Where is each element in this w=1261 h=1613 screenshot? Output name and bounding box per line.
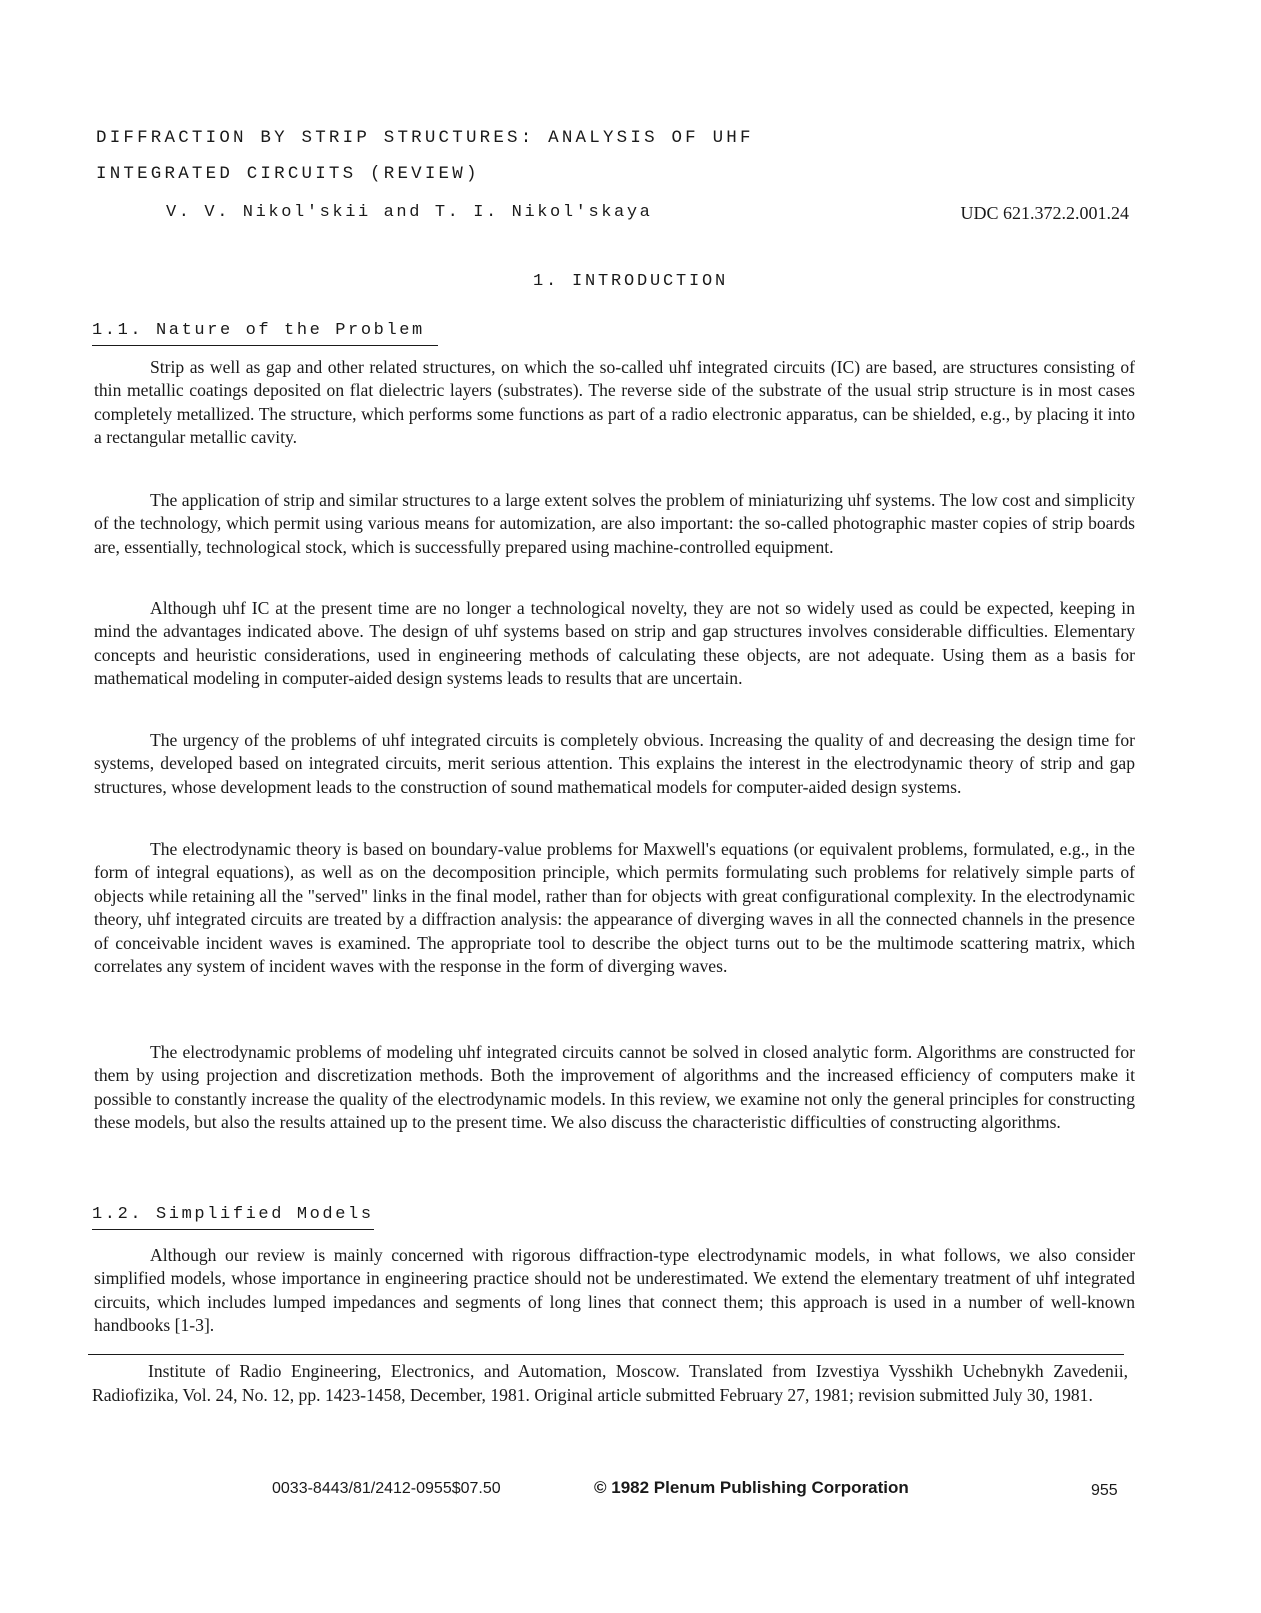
paragraph: Although our review is mainly concerned with rigorous diffraction-type electrodynamic models, in what follows, we also consider simplified models, whose importance in engineering practice should not be underestimated. We extend the elementary treatment of uhf integrated circuits, which includes lumped impedances and segments of long lines that connect them; this approach is used in a number of well-known handbooks [1-3]. (94, 1245, 1135, 1336)
paper-title (96, 120, 1096, 192)
heading-underline (92, 345, 438, 347)
page-number: 955 (1091, 1482, 1118, 1499)
subsection-heading-nature-of-problem (92, 321, 425, 340)
subsection-heading-simplified-models (92, 1205, 374, 1224)
paragraph: Although uhf IC at the present time are no longer a technological novelty, they are not so widely used as could be expected, keeping in mind the advantages indicated above. The design of uhf systems based on strip and gap structures involves considerable difficulties. Elementary concepts and heuristic considerations, used in engineering methods of calculating these objects, are not adequate. Using them as a basis for mathematical modeling in computer-aided design systems leads to results that are uncertain. (94, 598, 1135, 689)
heading-underline (92, 1229, 374, 1231)
section-heading-introduction: 1. INTRODUCTION (532, 272, 729, 291)
paragraph: The urgency of the problems of uhf integrated circuits is completely obvious. Increasing the quality of and decreasing the design time for systems, developed based on integrated circuits, merit serious attention. This explains the interest in the electrodynamic theory of strip and gap structures, whose development leads to the construction of sound mathematical models for computer-aided design systems. (94, 730, 1135, 797)
copyright-notice: © 1982 Plenum Publishing Corporation (594, 1478, 909, 1497)
footnote: Institute of Radio Engineering, Electronics, and Automation, Moscow. Translated from Izvestiya Vysshikh Uchebnykh Zavedenii, Radiofizika, Vol. 24, No. 12, pp. 1423-1458, December, 1981. Original article submitted February 27, 1981; revision submitted July 30, 1981. (92, 1361, 1128, 1405)
subsection-heading-text: 1.2. Simplified Models (92, 1205, 374, 1224)
subsection-heading-text: 1.1. Nature of the Problem (92, 321, 425, 340)
title-line-2: INTEGRATED CIRCUITS (REVIEW) (96, 164, 480, 184)
paragraph: The electrodynamic problems of modeling uhf integrated circuits cannot be solved in closed analytic form. Algorithms are constructed for them by using projection and discretization methods. Both the improvement of algorithms and the increased efficiency of computers make it possible to constantly increase the quality of the electrodynamic models. In this review, we examine not only the general principles for constructing these models, but also the results attained up to the present time. We also discuss the characteristic difficulties of constructing algorithms. (94, 1042, 1135, 1133)
paragraph: Strip as well as gap and other related structures, on which the so-called uhf integrated circuits (IC) are based, are structures consisting of thin metallic coatings deposited on flat dielectric layers (substrates). The reverse side of the substrate of the usual strip structure is in most cases completely metallized. The structure, which performs some functions as part of a radio electronic apparatus, can be shielded, e.g., by placing it into a rectangular metallic cavity. (94, 357, 1135, 448)
authors: V. V. Nikol'skii and T. I. Nikol'skaya (166, 203, 653, 222)
footnote-rule (88, 1354, 1124, 1355)
paragraph: The electrodynamic theory is based on boundary-value problems for Maxwell's equations (or equivalent problems, formulated, e.g., in the form of integral equations), as well as on the decomposition principle, which permits formulating such problems for relatively simple parts of objects while retaining all the "served" links in the final model, rather than for objects with great configurational complexity. In the electrodynamic theory, uhf integrated circuits are treated by a diffraction analysis: the appearance of diverging waves in all the connected channels in the presence of conceivable incident waves is examined. The appropriate tool to describe the object turns out to be the multimode scattering matrix, which correlates any system of incident waves with the response in the form of diverging waves. (94, 839, 1135, 977)
title-line-1: DIFFRACTION BY STRIP STRUCTURES: ANALYSIS OF UHF (96, 128, 754, 148)
paragraph: The application of strip and similar structures to a large extent solves the problem of miniaturizing uhf systems. The low cost and simplicity of the technology, which permit using various means for automization, are also important: the so-called photographic master copies of strip boards are, essentially, technological stock, which is successfully prepared using machine-controlled equipment. (94, 490, 1135, 557)
publication-code: 0033-8443/81/2412-0955$07.50 (272, 1480, 501, 1497)
udc-code: UDC 621.372.2.001.24 (960, 203, 1129, 223)
